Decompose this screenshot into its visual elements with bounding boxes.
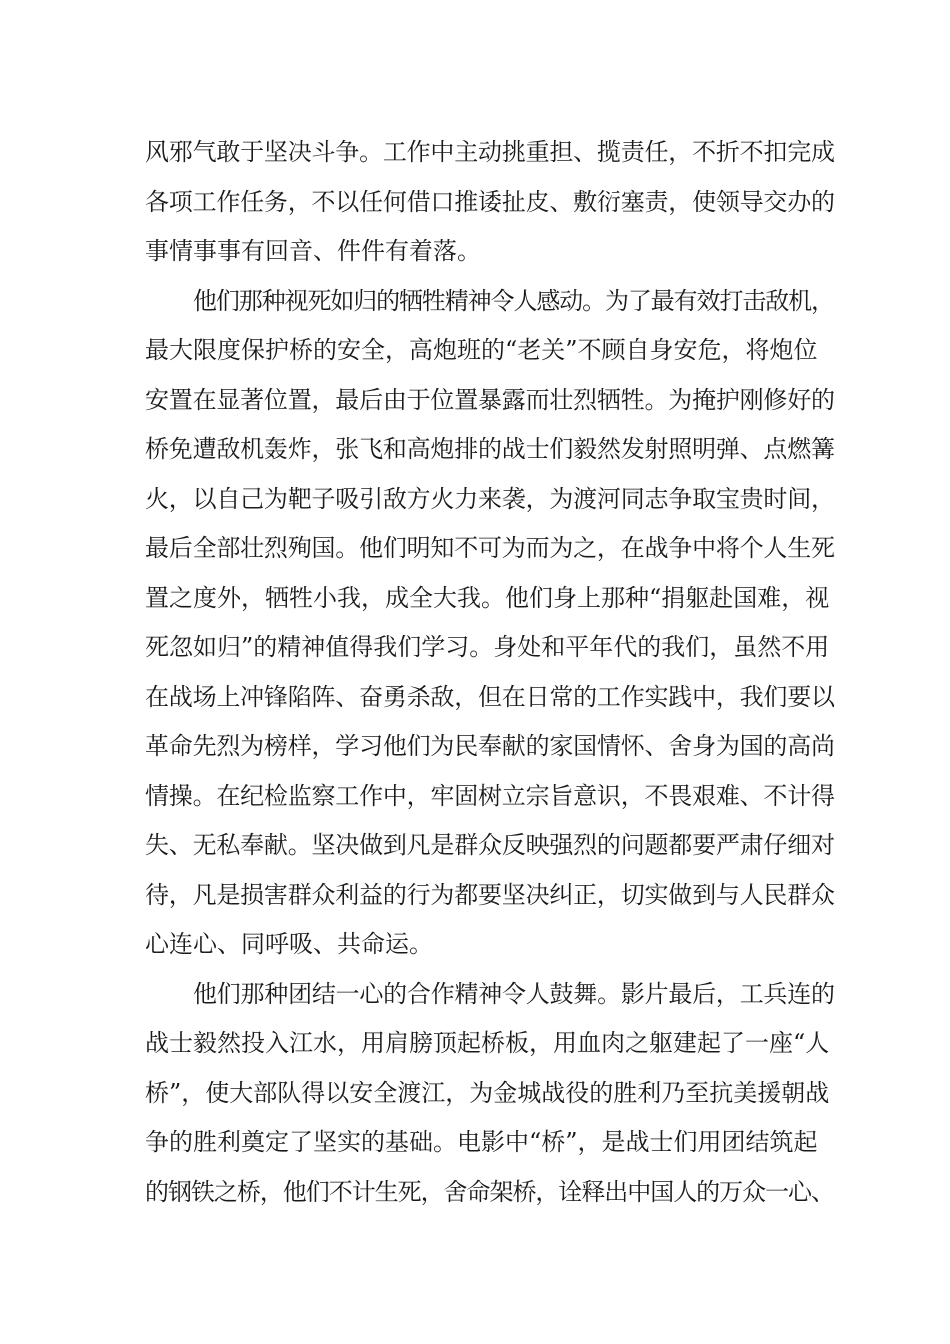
text-line: 革命先烈为榜样，学习他们为民奉献的家国情怀、舍身为国的高尚 — [145, 732, 835, 760]
text-line: 争的胜利奠定了坚实的基础。电影中“桥”，是战士们用团结筑起 — [145, 1128, 818, 1156]
text-line: 在战场上冲锋陷阵、奋勇杀敌，但在日常的工作实践中，我们要以 — [145, 682, 835, 711]
body-text — [145, 128, 835, 1217]
text-line: 最大限度保护桥的安全，高炮班的“老关”不顾自身安危，将炮位 — [145, 336, 818, 364]
paragraph-first-line: 他们那种视死如归的牺牲精神令人感动。为了最有效打击敌机， — [193, 286, 834, 315]
text-line: 置之度外，牺牲小我，成全大我。他们身上那种“捐躯赴国难，视 — [145, 583, 830, 612]
text-line: 安置在显著位置，最后由于位置暴露而壮烈牺牲。为掩护刚修好的 — [145, 385, 835, 414]
paragraph-first-line: 他们那种团结一心的合作精神令人鼓舞。影片最后，工兵连的 — [193, 979, 835, 1008]
text-line: 风邪气敢于坚决斗争。工作中主动挑重担、揽责任，不折不扣完成 — [145, 138, 835, 166]
text-line: 最后全部壮烈殉国。他们明知不可为而为之，在战争中将个人生死 — [145, 534, 835, 562]
text-line: 心连心、同呼吸、共命运。 — [145, 930, 433, 958]
text-line: 各项工作任务，不以任何借口推诿扯皮、敷衍塞责，使领导交办的 — [145, 187, 835, 216]
text-line: 桥免遭敌机轰炸，张飞和高炮排的战士们毅然发射照明弹、点燃篝 — [145, 435, 835, 463]
text-line: 火，以自己为靶子吸引敌方火力来袭，为渡河同志争取宝贵时间， — [145, 484, 835, 513]
text-line: 死忽如归”的精神值得我们学习。身处和平年代的我们，虽然不用 — [145, 633, 830, 661]
text-line: 情操。在纪检监察工作中，牢固树立宗旨意识，不畏艰难、不计得 — [145, 781, 835, 810]
text-line: 失、无私奉献。坚决做到凡是群众反映强烈的问题都要严肃仔细对 — [145, 831, 835, 859]
text-line: 事情事事有回音、件件有着落。 — [145, 237, 481, 265]
text-line: 的钢铁之桥，他们不计生死，舍命架桥，诠释出中国人的万众一心、 — [145, 1177, 834, 1206]
text-line: 战士毅然投入江水，用肩膀顶起桥板，用血肉之躯建起了一座“人 — [145, 1029, 830, 1057]
text-line: 桥”，使大部队得以安全渡江，为金城战役的胜利乃至抗美援朝战 — [145, 1078, 830, 1107]
text-line: 待，凡是损害群众利益的行为都要坚决纠正，切实做到与人民群众 — [145, 880, 835, 909]
